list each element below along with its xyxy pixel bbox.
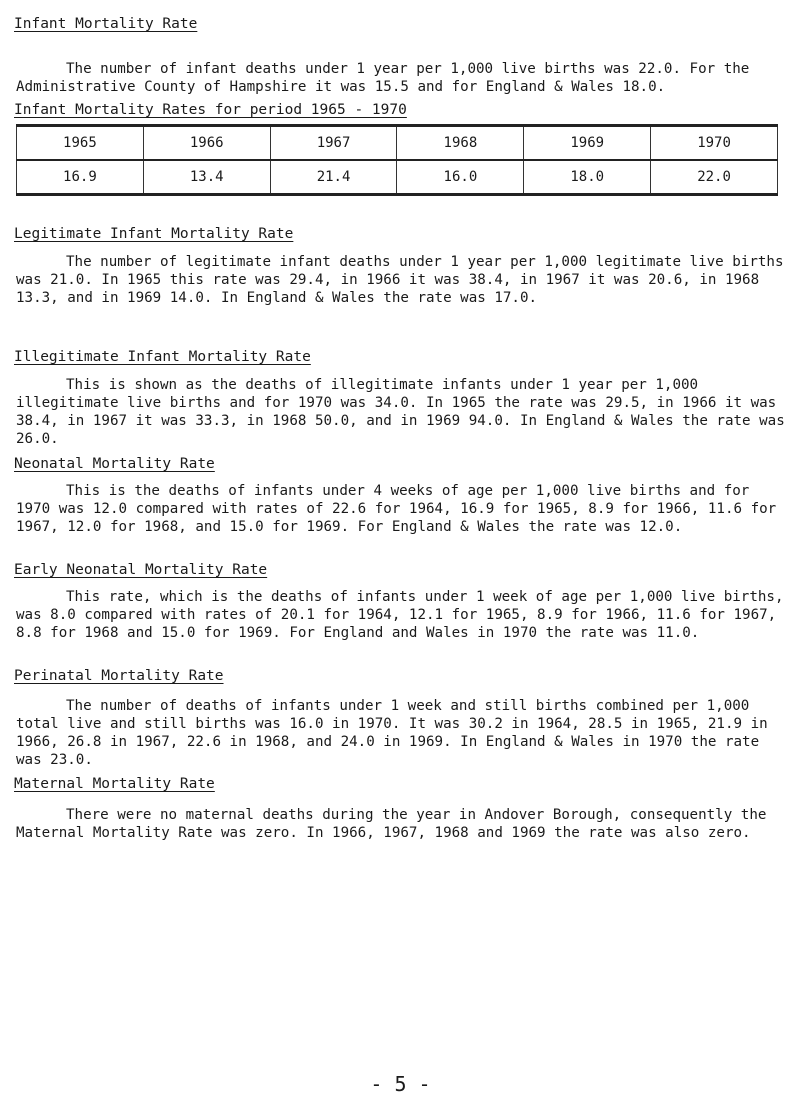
year-cell: 1966 [143, 126, 270, 161]
rate-cell: 21.4 [270, 160, 397, 195]
year-cell: 1969 [524, 126, 651, 161]
table-row-rates [17, 160, 778, 195]
rate-cell: 13.4 [143, 160, 270, 195]
rate-cell: 18.0 [524, 160, 651, 195]
rate-cell: 16.0 [397, 160, 524, 195]
rate-cell: 22.0 [651, 160, 778, 195]
infant-mortality-text: The number of infant deaths under 1 year per 1,000 live births was 22.0. For the Administrative County of Hampshire it was 15.5 and for England & Wales 18.0. [16, 61, 750, 95]
perinatal-heading: Perinatal Mortality Rate [14, 668, 224, 684]
maternal-heading: Maternal Mortality Rate [14, 776, 215, 792]
infant-mortality-heading: Infant Mortality Rate [14, 16, 198, 32]
rates-table-heading: Infant Mortality Rates for period 1965 - 1970 [14, 102, 407, 118]
early-neonatal-heading: Early Neonatal Mortality Rate [14, 562, 268, 578]
legitimate-text: The number of legitimate infant deaths under 1 year per 1,000 legitimate live births was 21.0. In 1965 this rate was 29.4, in 1966 it was 38.4, in 1967 it was 20.6, in 1968 13.3, and in 1969 14.0. In England & Wales the rate was 17.0. [16, 254, 784, 306]
neonatal-text: This is the deaths of infants under 4 weeks of age per 1,000 live births and for 1970 was 12.0 compared with rates of 22.6 for 1964, 16.9 for 1965, 8.9 for 1966, 11.6 for 1967, 12.0 for 1968, and 15.0 for 1969. For England & Wales the rate was 12.0. [16, 483, 777, 535]
early-neonatal-text: This rate, which is the deaths of infants under 1 week of age per 1,000 live births, was 8.0 compared with rates of 20.1 for 1964, 12.1 for 1965, 8.9 for 1966, 11.6 for 1967, 8.8 for 1968 and 15.0 for 1969. For England and Wales in 1970 the rate was 11.0. [16, 589, 784, 641]
illegitimate-text: This is shown as the deaths of illegitimate infants under 1 year per 1,000 illegitimate live births and for 1970 was 34.0. In 1965 the rate was 29.5, in 1966 it was 38.4, in 1967 it was 33.3, in 1968 50.0, and in 1969 94.0. In England & Wales the rate was 26.0. [16, 377, 785, 447]
year-cell: 1967 [270, 126, 397, 161]
maternal-text: There were no maternal deaths during the year in Andover Borough, consequently the Maternal Mortality Rate was zero. In 1966, 1967, 1968 and 1969 the rate was also zero. [16, 807, 767, 841]
rate-cell: 16.9 [17, 160, 144, 195]
perinatal-text: The number of deaths of infants under 1 week and still births combined per 1,000 total live and still births was 16.0 in 1970. It was 30.2 in 1964, 28.5 in 1965, 21.9 in 1966, 26.8 in 1967, 22.6 in 1968, and 24.0 in 1969. In England & Wales in 1970 the rate was 23.0. [16, 698, 768, 768]
infant-mortality-rates-table [16, 124, 778, 196]
neonatal-heading: Neonatal Mortality Rate [14, 456, 215, 472]
year-cell: 1965 [17, 126, 144, 161]
table-row-years [17, 126, 778, 161]
year-cell: 1970 [651, 126, 778, 161]
year-cell: 1968 [397, 126, 524, 161]
illegitimate-heading: Illegitimate Infant Mortality Rate [14, 349, 311, 365]
legitimate-heading: Legitimate Infant Mortality Rate [14, 226, 294, 242]
page-number: - 5 - [370, 1072, 431, 1096]
